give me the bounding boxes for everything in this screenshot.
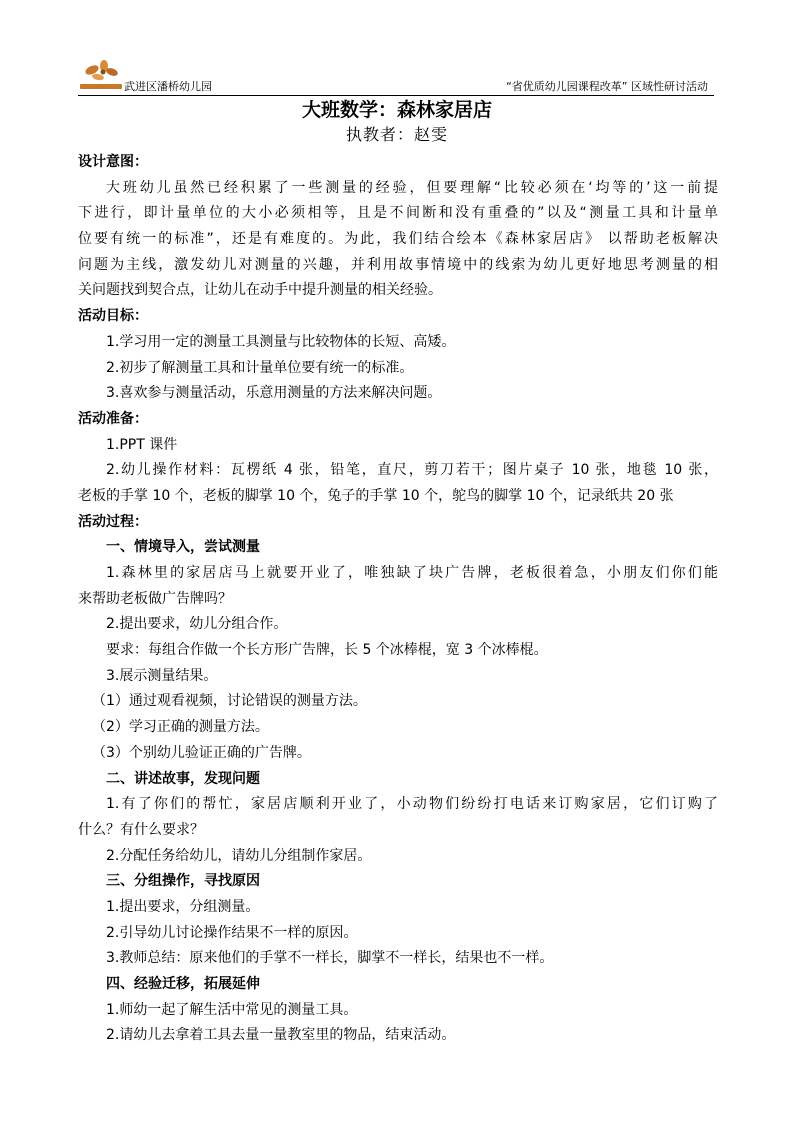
paragraph-line: 大班幼儿虽然已经积累了一些测量的经验，但要理解“比较必须在‘均等的’这一前提 (106, 179, 718, 196)
process-item: 1.提出要求，分组测量。 (106, 898, 260, 915)
process-item: 3.教师总结：原来他们的手掌不一样长，脚掌不一样长，结果也不一样。 (106, 950, 554, 967)
header-divider (78, 95, 714, 96)
process-item: 2.分配任务给幼儿，请幼儿分组制作家居。 (106, 847, 372, 864)
process-item: 3.展示测量结果。 (106, 667, 218, 684)
process-item: 2.引导幼儿讨论操作结果不一样的原因。 (106, 924, 358, 941)
school-name: 武进区潘桥幼儿园 (124, 80, 212, 93)
preparation-heading: 活动准备： (78, 410, 148, 427)
preparation-item: 1.PPT 课件 (106, 436, 178, 453)
paragraph-line: 下进行，即计量单位的大小必须相等，且是不间断和没有重叠的”以及“测量工具和计量单 (78, 205, 718, 222)
paragraph-line: 关问题找到契合点，让幼儿在动手中提升测量的相关经验。 (78, 282, 442, 299)
process-item: 1.师幼一起了解生活中常见的测量工具。 (106, 1001, 358, 1018)
process-item: 1.有了你们的帮忙，家居店顺利开业了，小动物们纷纷打电话来订购家居，它们订购了 (106, 796, 718, 813)
school-logo-flower-icon (78, 58, 124, 92)
section-title: 三、分组操作，寻找原因 (106, 873, 260, 890)
goal-item: 1.学习用一定的测量工具测量与比较物体的长短、高矮。 (106, 333, 456, 350)
page-title: 大班数学：森林家居店 (301, 99, 492, 121)
process-item: 来帮助老板做广告牌吗？ (78, 590, 232, 607)
process-heading: 活动过程： (78, 513, 148, 530)
process-item: 什么？有什么要求？ (78, 821, 204, 838)
process-item: 要求：每组合作做一个长方形广告牌，长 5 个冰棒棍，宽 3 个冰棒棍。 (106, 642, 548, 659)
process-item: （1）通过观看视频，讨论错误的测量方法。 (92, 693, 367, 710)
section-title: 四、经验迁移，拓展延伸 (106, 976, 260, 992)
lesson-plan-body (78, 150, 718, 1049)
paragraph-line: 位要有统一的标准”，还是有难度的。为此，我们结合绘本《森林家居店》 以帮助老板解决 (78, 231, 718, 248)
process-item: （2）学习正确的测量方法。 (92, 719, 269, 736)
process-item: 1.森林里的家居店马上就要开业了，唯独缺了块广告牌，老板很着急，小朋友们你们能 (106, 565, 718, 581)
process-item: 2.请幼儿去拿着工具去量一量教室里的物品，结束活动。 (106, 1027, 456, 1044)
goals-heading: 活动目标： (78, 308, 148, 325)
goal-item: 3.喜欢参与测量活动，乐意用测量的方法来解决问题。 (106, 385, 442, 402)
process-item: （3）个别幼儿验证正确的广告牌。 (92, 744, 311, 761)
process-item: 2.提出要求，幼儿分组合作。 (106, 616, 288, 633)
section-title: 一、情境导入，尝试测量 (106, 539, 260, 556)
teacher-name: 执教者：赵雯 (345, 125, 448, 144)
preparation-item: 2.幼儿操作材料：瓦楞纸 4 张，铅笔，直尺，剪刀若干；图片桌子 10 张，地毯 10 张， (106, 462, 718, 479)
activity-name: “省优质幼儿园课程改革” 区域性研讨活动 (506, 80, 708, 93)
preparation-item: 老板的手掌 10 个，老板的脚掌 10 个，兔子的手掌 10 个，鸵鸟的脚掌 10 个，记录纸共 20 张 (78, 487, 674, 504)
design-intent-heading: 设计意图： (78, 154, 148, 170)
paragraph-line: 问题为主线，激发幼儿对测量的兴趣，并利用故事情境中的线索为幼儿更好地思考测量的相 (78, 256, 718, 273)
page-header (78, 58, 714, 96)
goal-item: 2.初步了解测量工具和计量单位要有统一的标准。 (106, 359, 414, 376)
section-title: 二、讲述故事，发现问题 (106, 770, 260, 787)
